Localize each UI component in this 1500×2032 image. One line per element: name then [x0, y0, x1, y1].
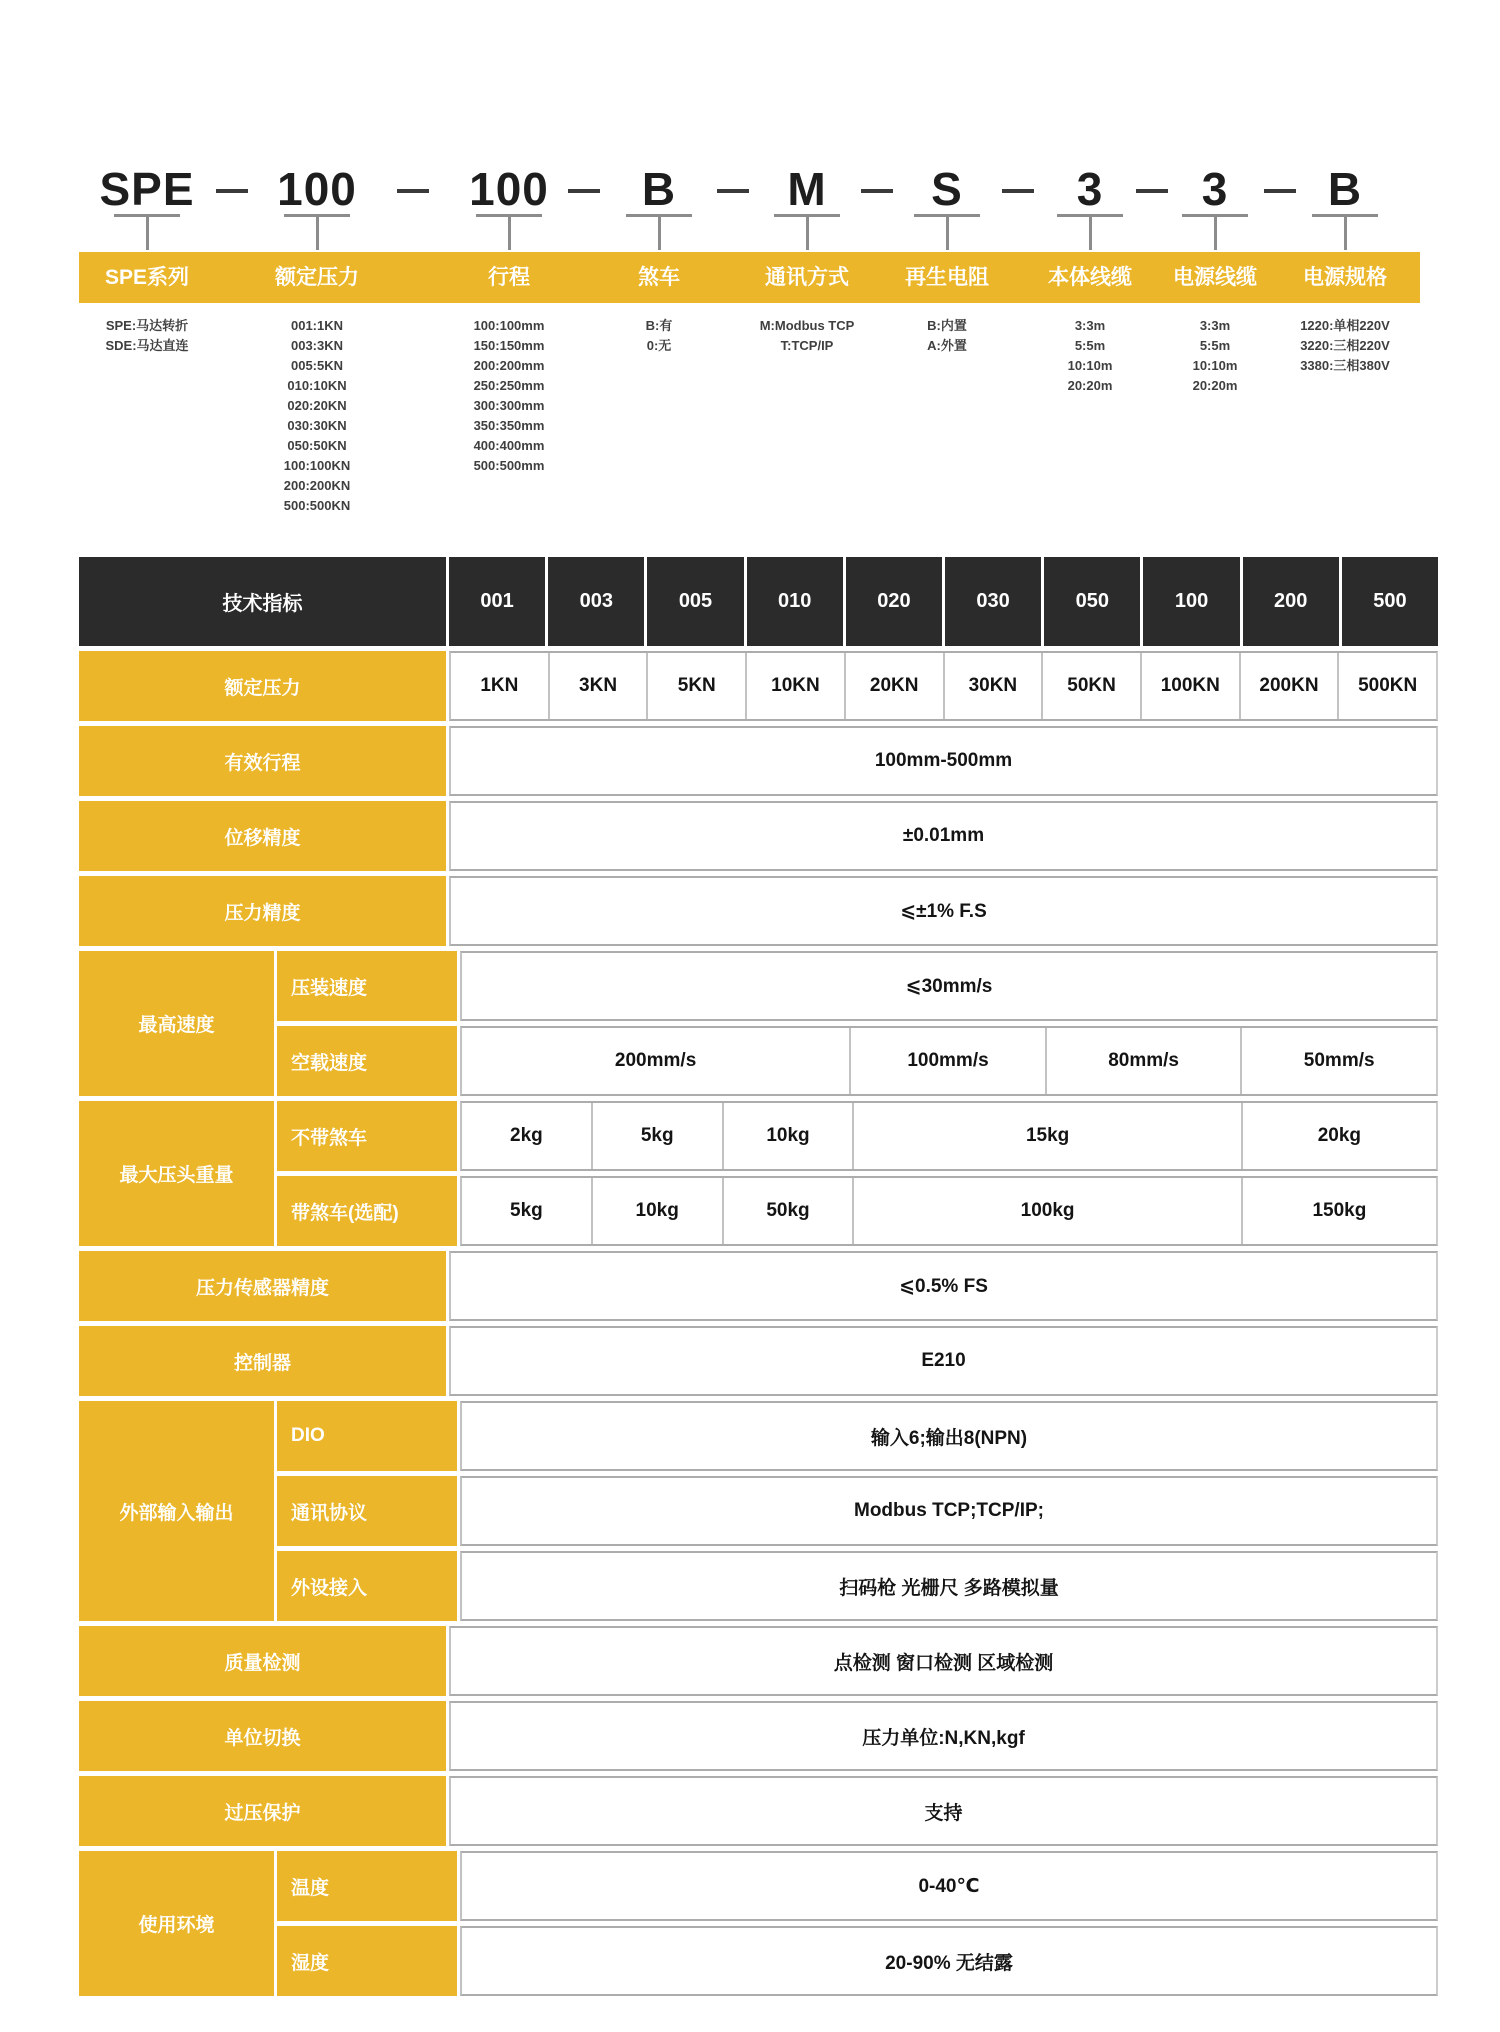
- row-label: 质量检测: [79, 1626, 446, 1696]
- model-code-segment: [207, 163, 427, 516]
- header-col: 001: [449, 557, 545, 646]
- segment-option: 001:1KN: [290, 318, 344, 333]
- sub-row-label: DIO: [277, 1401, 457, 1471]
- cell-value: 100mm-500mm: [874, 750, 1013, 771]
- cell-value: 10kg: [722, 1103, 853, 1169]
- table-group-max-speed: [79, 951, 1438, 1096]
- segment-option: 20:20m: [1067, 378, 1113, 393]
- segment-option: 1220:单相220V: [1300, 318, 1390, 333]
- row-values: [460, 1476, 1438, 1546]
- cell-value: 2kg: [510, 1125, 543, 1146]
- segment-option: M:Modbus TCP: [759, 318, 855, 333]
- spec-table: [79, 557, 1438, 1996]
- cell-value: 200mm/s: [614, 1050, 697, 1071]
- group-label: 外部输入输出: [79, 1401, 274, 1621]
- cell-value: 5kg: [591, 1103, 722, 1169]
- segment-option: SDE:马达直连: [105, 338, 189, 353]
- cell-value: 10kg: [591, 1178, 722, 1244]
- header-col: 010: [747, 557, 843, 646]
- table-row-sensor-accuracy: [79, 1251, 1438, 1321]
- sub-row-label: 空载速度: [277, 1026, 457, 1096]
- row-values: [449, 876, 1438, 946]
- segment-option: 3220:三相220V: [1300, 338, 1390, 353]
- row-values: [449, 1776, 1438, 1846]
- segment-option: 030:30KN: [287, 418, 347, 433]
- row-values: [449, 1701, 1438, 1771]
- segment-option: 100:100mm: [473, 318, 545, 333]
- segment-options: [207, 316, 427, 516]
- spec-table-header: [79, 557, 1438, 646]
- header-col: 100: [1143, 557, 1239, 646]
- header-col: 200: [1243, 557, 1339, 646]
- cell-value: ⩽0.5% FS: [899, 1275, 988, 1297]
- cell-value: 20-90% 无结露: [885, 1952, 1013, 1974]
- header-col: 020: [846, 557, 942, 646]
- cell-value: Modbus TCP;TCP/IP;: [854, 1500, 1044, 1521]
- segment-option: 200:200mm: [473, 358, 545, 373]
- segment-code: B: [1327, 163, 1363, 215]
- model-code-segment: [1235, 163, 1455, 376]
- segment-option: 200:200KN: [283, 478, 351, 493]
- table-group-max-head-weight: [79, 1101, 1438, 1246]
- segment-code: B: [641, 163, 677, 215]
- row-label: 单位切换: [79, 1701, 446, 1771]
- sub-row-label: 不带煞车: [277, 1101, 457, 1171]
- cell-value: 100KN: [1140, 653, 1239, 719]
- header-col: 050: [1044, 557, 1140, 646]
- segment-label: 电源线缆: [1173, 266, 1257, 289]
- row-values: [449, 801, 1438, 871]
- cell-value: 支持: [924, 1802, 963, 1824]
- sub-row-label: 通讯协议: [277, 1476, 457, 1546]
- segment-option: 3:3m: [1199, 318, 1231, 333]
- table-row-with-brake: [277, 1176, 1438, 1246]
- table-row-force-accuracy: [79, 876, 1438, 946]
- segment-label: 煞车: [638, 266, 680, 289]
- segment-option: SPE:马达转折: [105, 318, 189, 333]
- table-row-press-speed: [277, 951, 1438, 1021]
- row-values: [460, 1851, 1438, 1921]
- row-values: [460, 1551, 1438, 1621]
- row-values: [449, 651, 1438, 721]
- group-label: 最高速度: [79, 951, 274, 1096]
- segment-option: 500:500KN: [283, 498, 351, 513]
- segment-option: 010:10KN: [287, 378, 347, 393]
- cell-value: ±0.01mm: [902, 825, 985, 846]
- segment-option: 10:10m: [1067, 358, 1113, 373]
- segment-option: 10:10m: [1192, 358, 1238, 373]
- sub-row-label: 湿度: [277, 1926, 457, 1996]
- row-values: [460, 1101, 1438, 1171]
- cell-value: 0-40℃: [918, 1875, 980, 1897]
- sub-row-label: 温度: [277, 1851, 457, 1921]
- row-label: 过压保护: [79, 1776, 446, 1846]
- row-values: [460, 1176, 1438, 1246]
- cell-value: 扫码枪 光栅尺 多路模拟量: [839, 1577, 1059, 1599]
- header-title-cell: 技术指标: [79, 557, 446, 646]
- segment-code: 100: [277, 163, 357, 215]
- row-label: 压力精度: [79, 876, 446, 946]
- segment-label: 通讯方式: [765, 266, 849, 289]
- cell-value: 200KN: [1239, 653, 1338, 719]
- group-label: 最大压头重量: [79, 1101, 274, 1246]
- row-label: 位移精度: [79, 801, 446, 871]
- segment-option: 003:3KN: [290, 338, 344, 353]
- table-group-external-io: [79, 1401, 1438, 1621]
- row-values: [449, 1626, 1438, 1696]
- connector-line: [1344, 217, 1347, 250]
- segment-option: 20:20m: [1192, 378, 1238, 393]
- table-row-stroke: [79, 726, 1438, 796]
- connector-line: [146, 217, 149, 250]
- table-row-quality-inspection: [79, 1626, 1438, 1696]
- table-row-peripherals: [277, 1551, 1438, 1621]
- cell-value: ⩽30mm/s: [905, 975, 993, 997]
- cell-value: 1KN: [480, 675, 519, 696]
- cell-value: 500KN: [1337, 653, 1436, 719]
- segment-label: 再生电阻: [905, 266, 989, 289]
- row-values: [460, 1401, 1438, 1471]
- connector-line: [1089, 217, 1092, 250]
- segment-code: 100: [469, 163, 549, 215]
- segment-option: 300:300mm: [473, 398, 545, 413]
- segment-option: 050:50KN: [287, 438, 347, 453]
- segment-option: A:外置: [927, 338, 967, 353]
- segment-label: 本体线缆: [1048, 266, 1132, 289]
- segment-option: 150:150mm: [473, 338, 545, 353]
- row-values: [460, 951, 1438, 1021]
- cell-value: 3KN: [548, 653, 647, 719]
- segment-option: 3:3m: [1074, 318, 1106, 333]
- cell-value: 100kg: [852, 1178, 1240, 1244]
- table-row-controller: [79, 1326, 1438, 1396]
- row-label: 压力传感器精度: [79, 1251, 446, 1321]
- segment-option: 020:20KN: [287, 398, 347, 413]
- table-row-temperature: [277, 1851, 1438, 1921]
- connector-line: [316, 217, 319, 250]
- segment-option: 350:350mm: [473, 418, 545, 433]
- cell-value: 5kg: [510, 1200, 543, 1221]
- row-label: 有效行程: [79, 726, 446, 796]
- cell-value: 50KN: [1041, 653, 1140, 719]
- table-row-no-load-speed: [277, 1026, 1438, 1096]
- segment-label: SPE系列: [104, 266, 190, 289]
- row-values: [449, 726, 1438, 796]
- segment-code: SPE: [99, 163, 195, 215]
- cell-value: 100mm/s: [849, 1028, 1045, 1094]
- cell-value: 点检测 窗口检测 区域检测: [833, 1652, 1054, 1674]
- group-label: 使用环境: [79, 1851, 274, 1996]
- connector-line: [658, 217, 661, 250]
- row-values: [449, 1251, 1438, 1321]
- table-row-humidity: [277, 1926, 1438, 1996]
- cell-value: 15kg: [852, 1103, 1240, 1169]
- cell-value: 压力单位:N,KN,kgf: [862, 1727, 1025, 1749]
- segment-label: 额定压力: [275, 266, 359, 289]
- segment-code: M: [787, 163, 827, 215]
- table-row-rated-force: [79, 651, 1438, 721]
- cell-value: ⩽±1% F.S: [900, 900, 987, 922]
- cell-value: 50mm/s: [1240, 1028, 1436, 1094]
- cell-value: E210: [921, 1350, 966, 1371]
- cell-value: 20kg: [1241, 1103, 1436, 1169]
- cell-value: 30KN: [943, 653, 1042, 719]
- cell-value: 20KN: [844, 653, 943, 719]
- segment-option: 500:500mm: [473, 458, 545, 473]
- segment-option: 100:100KN: [283, 458, 351, 473]
- row-values: [460, 1026, 1438, 1096]
- segment-code: 3: [1201, 163, 1229, 215]
- segment-option: 0:无: [646, 338, 672, 353]
- segment-label: 行程: [488, 266, 530, 289]
- connector-line: [1214, 217, 1217, 250]
- segment-option: 3380:三相380V: [1300, 358, 1390, 373]
- row-label: 额定压力: [79, 651, 446, 721]
- sub-row-label: 压装速度: [277, 951, 457, 1021]
- segment-label: 电源规格: [1303, 266, 1387, 289]
- segment-option: B:内置: [927, 318, 967, 333]
- cell-value: 输入6;输出8(NPN): [870, 1427, 1028, 1449]
- segment-option: T:TCP/IP: [780, 338, 834, 353]
- cell-value: 150kg: [1241, 1178, 1436, 1244]
- segment-code: 3: [1076, 163, 1104, 215]
- connector-line: [806, 217, 809, 250]
- cell-value: 10KN: [745, 653, 844, 719]
- table-row-without-brake: [277, 1101, 1438, 1171]
- connector-line: [946, 217, 949, 250]
- table-row-overpressure: [79, 1776, 1438, 1846]
- table-group-environment: [79, 1851, 1438, 1996]
- segment-option: 5:5m: [1199, 338, 1231, 353]
- row-values: [460, 1926, 1438, 1996]
- segment-option: 005:5KN: [290, 358, 344, 373]
- cell-value: 80mm/s: [1045, 1028, 1241, 1094]
- row-values: [449, 1326, 1438, 1396]
- header-col: 030: [945, 557, 1041, 646]
- table-row-unit-switch: [79, 1701, 1438, 1771]
- row-label: 控制器: [79, 1326, 446, 1396]
- segment-option: B:有: [645, 318, 673, 333]
- sub-row-label: 带煞车(选配): [277, 1176, 457, 1246]
- sub-row-label: 外设接入: [277, 1551, 457, 1621]
- header-col: 005: [647, 557, 743, 646]
- table-row-position-accuracy: [79, 801, 1438, 871]
- header-col: 003: [548, 557, 644, 646]
- segment-code: S: [931, 163, 963, 215]
- connector-line: [508, 217, 511, 250]
- segment-options: [1235, 316, 1455, 376]
- cell-value: 50kg: [722, 1178, 853, 1244]
- table-row-dio: [277, 1401, 1438, 1471]
- cell-value: 5KN: [646, 653, 745, 719]
- segment-option: 400:400mm: [473, 438, 545, 453]
- header-col: 500: [1342, 557, 1438, 646]
- table-row-protocol: [277, 1476, 1438, 1546]
- segment-option: 250:250mm: [473, 378, 545, 393]
- segment-option: 5:5m: [1074, 338, 1106, 353]
